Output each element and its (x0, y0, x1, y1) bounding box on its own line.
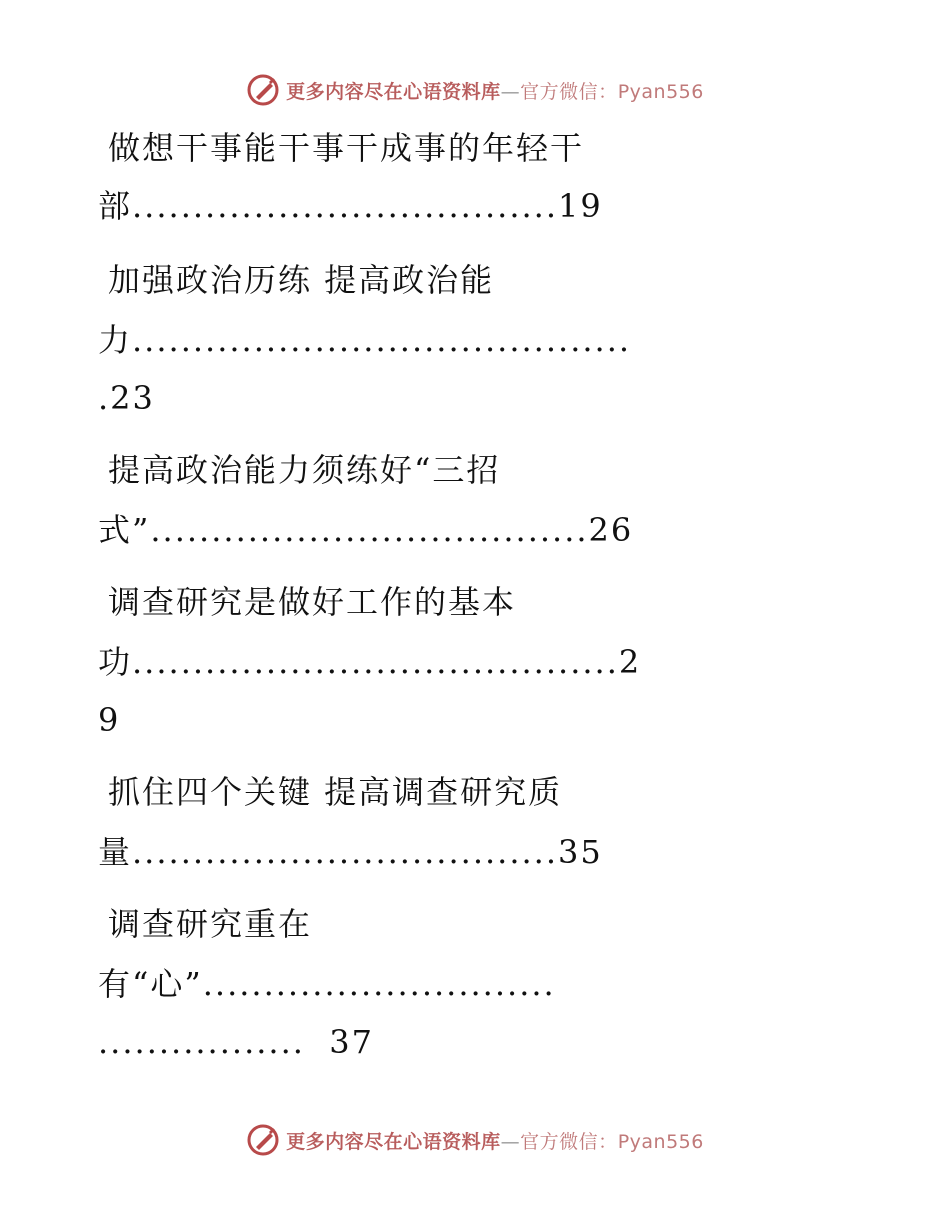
toc-entry-2-leader[interactable]: 力......................................... (98, 321, 632, 359)
toc-entry-4-page[interactable]: 9 (98, 701, 121, 739)
watermark-brand: 更多内容尽在心语资料库 (286, 80, 501, 103)
watermark-label: 官方微信： (520, 1130, 618, 1153)
pen-logo-icon (246, 73, 280, 107)
toc-entry-5-leader[interactable]: 量...................................35 (98, 833, 603, 871)
toc-entry-2-page[interactable]: .23 (98, 379, 155, 417)
toc-entry-1-leader[interactable]: 部...................................19 (98, 187, 603, 225)
watermark-footer (0, 1120, 950, 1160)
watermark-separator: — (500, 1130, 521, 1153)
watermark-header (0, 70, 950, 110)
toc-entry-2-title[interactable]: 加强政治历练 提高政治能 (108, 261, 495, 299)
toc-entry-3-title[interactable]: 提高政治能力须练好“三招 (108, 451, 501, 489)
pen-logo-icon (246, 1123, 280, 1157)
toc-entry-1-title[interactable]: 做想干事能干事干成事的年轻干 (108, 129, 585, 167)
toc-entry-6-page[interactable]: ................. 37 (98, 1023, 374, 1061)
toc-entry-4-leader[interactable]: 功........................................2 (98, 643, 642, 681)
watermark-text (286, 1127, 704, 1154)
toc-entry-6-leader[interactable]: 有“心”............................. (98, 965, 556, 1003)
watermark-id: Pyan556 (617, 80, 704, 103)
toc-entry-4-title[interactable]: 调查研究是做好工作的基本 (108, 583, 517, 621)
toc-entry-5-title[interactable]: 抓住四个关键 提高调查研究质 (108, 773, 563, 811)
watermark-separator: — (500, 80, 521, 103)
watermark-label: 官方微信： (520, 80, 618, 103)
toc-entry-3-leader[interactable]: 式”....................................26 (98, 511, 634, 549)
watermark-brand: 更多内容尽在心语资料库 (286, 1130, 501, 1153)
watermark-text (286, 77, 704, 104)
toc-entry-6-title[interactable]: 调查研究重在 (108, 905, 313, 943)
watermark-id: Pyan556 (617, 1130, 704, 1153)
